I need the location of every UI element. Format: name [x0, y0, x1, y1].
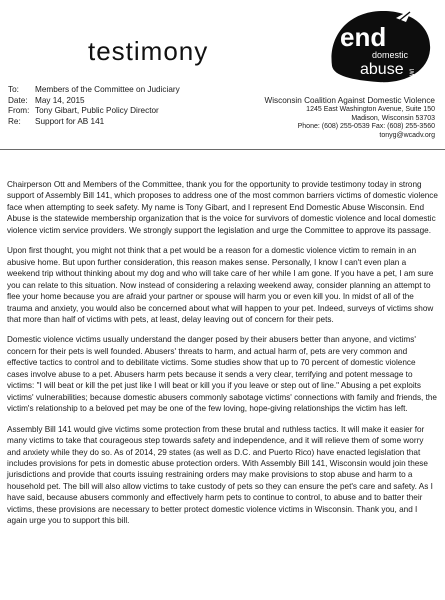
organization-address-line1: 1245 East Washington Avenue, Suite 150: [306, 106, 435, 113]
organization-address-line2: Madison, Wisconsin 53703: [351, 114, 435, 122]
memo-re-label: Re:: [8, 116, 21, 126]
logo-word-wi: WI: [410, 68, 416, 76]
organization-phone: Phone: (608) 255-0539 Fax: (608) 255-3560: [297, 123, 435, 131]
body-paragraph-1: Chairperson Ott and Members of the Committee, thank you for the opportunity to provide testimony today in strong support of Assembly Bill 141, which proposes to address one of the most common barriers victims of domestic violence face when attempting to seek safety. My name is Tony Gibart, and I represent End Domestic Abuse Wisconsin. End Abuse is the statewide membership organization that is the voice for survivors of domestic violence and local domestic violence victim service providers. We strongly support the legislation and urge the Committee to approve its passage.: [7, 180, 438, 235]
memo-re-value: Support for AB 141: [35, 116, 105, 126]
organization-email: tonyg@wcadv.org: [379, 131, 435, 139]
logo-word-end: end: [340, 22, 387, 52]
organization-contact: [264, 96, 435, 140]
memo-from-label: From:: [8, 106, 30, 116]
body-paragraph-4: Assembly Bill 141 would give victims some protection from these brutal and ruthless tactics. It will make it easier for many victims to take that courageous step towards safety and independence, and it will relieve them of some worry and anxiety while they do so. As of 2014, 29 states (as well as D.C. and Puerto Rico) have enacted legislation that includes provisions for pets in domestic abuse protection orders. With Assembly Bill 141, Wisconsin would join these jurisdictions and provide that courts issuing restraining orders may make provisions to stop abuse and harm to a household pet. The bill will also allow victims to take custody of pets so they can ensure the pet's care and safety. As I have said, because abusers commonly and effectively harm pets to continue to control, to abuse and to batter their victims, these provisions are necessary to better protect domestic violence victims in Wisconsin. Thank you, and I again urge you to support this bill.: [7, 424, 433, 526]
testimony-body: [7, 179, 439, 536]
memo-date-value: May 14, 2015: [35, 95, 85, 105]
end-domestic-abuse-logo: [326, 6, 436, 86]
document-title: testimony: [88, 36, 209, 66]
memo-date-label: Date:: [8, 95, 28, 105]
memo-header: [8, 85, 180, 127]
memo-to-value: Members of the Committee on Judiciary: [35, 85, 180, 94]
logo-word-domestic: domestic: [372, 50, 409, 60]
logo-word-abuse: abuse: [360, 61, 404, 78]
organization-name: Wisconsin Coalition Against Domestic Violence: [264, 96, 435, 105]
body-paragraph-3: Domestic violence victims usually understand the danger posed by their abusers better than anyone, and victims' concern for their pets is well founded. Abusers' threats to harm, and actual harm of, pets are very common and effective tactics to control and to debilitate victims. Some studies show that up to 70 percent of domestic violence cases involve abuse to a pet. Abusers harm pets because it sends a very clear, terrifying and potent message to victims: "I will beat or kill the pet just like I will beat or kill you if you leave or step out of line." Abusing a pet exploits victims' vulnerabilities; because domestic abusers commonly sabotage victims' connections with family and friends, the victim's relationship to a beloved pet may be one of the few loving, hope-giving relationships the victim has left.: [7, 335, 437, 414]
memo-date-row: [8, 96, 180, 107]
memo-to-label: To:: [8, 85, 19, 94]
memo-to-row: [8, 85, 180, 96]
memo-re-row: [8, 117, 180, 128]
memo-from-row: [8, 106, 180, 117]
body-paragraph-2: Upon first thought, you might not think that a pet would be a reason for a domestic violence victim to remain in an abusive home. But upon further consideration, this reason makes sense. Personally, I know I can't even plan a weekend trip without thinking about my dog and who will take care of her while I am gone. If you have a pet, I am sure you can relate to this situation. Now instead of considering a relaxing weekend away, consider planning an attempt to flee your home because you are afraid your partner or spouse will harm you or even kill you. In midst of all of the trauma and anxiety, you would also be concerned about what will happen to your pet. Indeed, surveys of victims show that more than half of victims with pets, at least, delay leaving out of concern for their pets.: [7, 246, 434, 324]
memo-from-value: Tony Gibart, Public Policy Director: [35, 106, 159, 116]
header-divider: [0, 149, 445, 150]
